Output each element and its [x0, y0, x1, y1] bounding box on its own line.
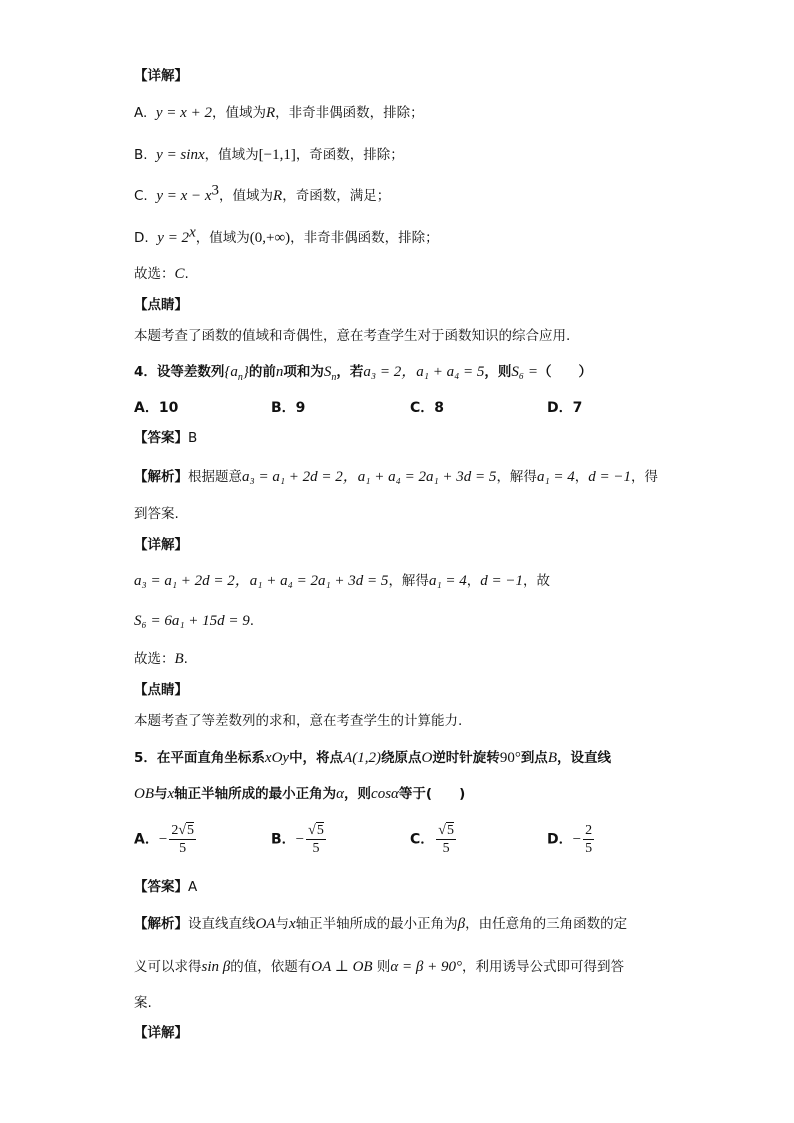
analysis-label: 【解析】	[134, 916, 188, 932]
text: ，值域为	[211, 105, 266, 121]
exponent: 3	[211, 182, 220, 199]
dianjing-heading-1: 【点睛】	[134, 297, 188, 313]
text: ，由任意角的三角函数的定	[465, 916, 628, 932]
q3-choose	[134, 264, 674, 284]
q5-question-line2	[134, 784, 674, 804]
detail-heading-2: 【详解】	[134, 537, 188, 553]
sub: n	[237, 372, 243, 383]
q5-option-d	[547, 822, 596, 857]
math: xOy	[264, 750, 290, 766]
range: R	[265, 105, 276, 121]
text: 故选：	[134, 651, 175, 667]
range: (0,+∞)	[249, 230, 291, 246]
q4-note: 本题考查了等差数列的求和，意在考查学生的计算能力.	[134, 713, 463, 729]
q4-question	[134, 362, 674, 382]
numerator: 2√5	[171, 823, 194, 838]
eq: d = −1	[480, 573, 524, 589]
radicand: 5	[316, 823, 324, 838]
q5-option-b	[271, 822, 328, 857]
answer-label: 【答案】	[134, 430, 188, 446]
denominator: 5	[312, 841, 320, 856]
text: ，奇函数，排除；	[295, 147, 404, 163]
text: ，值域为	[195, 230, 250, 246]
seq	[224, 364, 249, 383]
math: OA ⊥ OB	[311, 959, 373, 975]
text: }	[242, 364, 249, 380]
text: .	[249, 613, 255, 629]
q5-analysis-line1	[134, 914, 674, 934]
denominator: 5	[585, 841, 593, 856]
math: β	[457, 916, 466, 932]
fraction	[436, 822, 456, 857]
text: ，值域为	[219, 188, 274, 204]
numerator: √5	[308, 823, 324, 838]
text: ，故	[523, 573, 551, 589]
eq: a₁ = 4	[536, 469, 575, 485]
math: cosα	[371, 786, 399, 802]
text: ，若	[336, 364, 364, 380]
eq: a₃ = a₁ + 2d = 2，a₁ + a₄ = 2a₁ + 3d = 5	[242, 469, 497, 485]
text: 与	[275, 916, 289, 932]
label: D.	[134, 230, 149, 246]
dianjing-heading-2: 【点睛】	[134, 682, 188, 698]
q5-analysis-line3: 案.	[134, 995, 152, 1011]
eq: d = −1	[588, 469, 632, 485]
q3-note: 本题考查了函数的值域和奇偶性，意在考查学生对于函数知识的综合应用.	[134, 328, 571, 344]
q3-option-c-line	[134, 182, 674, 206]
q4-option-b: B．9	[271, 400, 306, 416]
q5-option-c	[410, 822, 458, 857]
text: .	[184, 266, 189, 282]
text: ，非奇非偶函数，排除；	[290, 230, 439, 246]
label: A.	[134, 105, 148, 121]
s6: S₆ =	[511, 364, 539, 380]
q5-answer	[134, 877, 674, 897]
text: ，则	[484, 364, 512, 380]
expr: y = 2	[157, 230, 190, 246]
denominator: 5	[179, 841, 187, 856]
text: ，解得	[388, 573, 429, 589]
denominator: 5	[442, 841, 450, 856]
math: OA	[255, 916, 276, 932]
text: ，非奇非偶函数，排除；	[275, 105, 424, 121]
text: 的值，依题有	[230, 959, 312, 975]
analysis-label: 【解析】	[134, 469, 188, 485]
q4-option-a: A．10	[134, 400, 179, 416]
text: ，	[574, 469, 589, 485]
math: x	[167, 786, 175, 802]
text: 故选：	[134, 266, 175, 282]
q4-choose	[134, 649, 674, 669]
detail-heading-3: 【详解】	[134, 1025, 188, 1041]
q5-option-a	[134, 822, 198, 857]
text: 则	[376, 959, 391, 975]
text: ，得	[631, 469, 659, 485]
text: （ ）	[538, 364, 593, 380]
n: n	[275, 364, 284, 380]
q3-option-a-line	[134, 103, 674, 123]
text: ，奇函数，满足；	[282, 188, 391, 204]
expr: y = sinx	[156, 147, 205, 163]
answer-value: B	[188, 430, 198, 446]
text: 轴正半轴所成的最小正角为	[174, 786, 337, 802]
sn	[323, 364, 337, 383]
text: ，值域为	[204, 147, 259, 163]
math: O	[421, 750, 433, 766]
q4-option-d: D．7	[547, 400, 583, 416]
text: 与	[154, 786, 168, 802]
label: C.	[134, 188, 148, 204]
text: 绕原点	[380, 750, 422, 766]
sign: −	[158, 831, 168, 848]
q3-option-d-line	[134, 224, 674, 248]
text: 的前	[248, 364, 276, 380]
fraction	[583, 822, 594, 857]
text: 根据题意	[188, 469, 242, 485]
q4-analysis	[134, 467, 674, 487]
text: ，则	[344, 786, 372, 802]
q4-detail-line2	[134, 611, 674, 631]
text: 4．设等差数列	[134, 364, 225, 380]
eq: a₃ = a₁ + 2d = 2，a₁ + a₄ = 2a₁ + 3d = 5	[134, 573, 389, 589]
text: S	[323, 364, 332, 380]
math: B	[547, 750, 557, 766]
numerator: √5	[438, 823, 454, 838]
q4-analysis-cont: 到答案.	[134, 506, 179, 522]
math: sin β	[201, 959, 231, 975]
detail-heading-1: 【详解】	[134, 68, 188, 84]
math: x	[289, 916, 296, 932]
math: OB	[134, 786, 154, 802]
text: 逆时针旋转	[432, 750, 500, 766]
text: 5．在平面直角坐标系	[134, 750, 265, 766]
radicand: 5	[187, 823, 194, 838]
q3-option-b-line	[134, 145, 674, 165]
value: C	[174, 266, 185, 282]
sign: −	[572, 831, 582, 848]
q5-analysis-line2	[134, 957, 674, 977]
exponent: x	[189, 224, 196, 241]
eq: a₁ = 4	[428, 573, 467, 589]
text: ，解得	[496, 469, 537, 485]
math: A(1,2)	[343, 750, 381, 766]
text: ，利用诱导公式即可得到答	[461, 959, 624, 975]
fraction	[306, 822, 326, 857]
radicand: 5	[446, 823, 454, 838]
label: B．	[271, 831, 296, 848]
text: .	[183, 651, 188, 667]
text: 项和为	[283, 364, 324, 380]
answer-label: 【答案】	[134, 879, 188, 895]
q5-question-line1	[134, 748, 674, 768]
q4-detail-line1	[134, 571, 674, 591]
text: ，	[466, 573, 481, 589]
eq: S₆ = 6a₁ + 15d = 9	[134, 613, 250, 629]
math: α = β + 90°	[390, 959, 462, 975]
range: R	[273, 188, 283, 204]
expr: y = x + 2	[155, 105, 212, 121]
answer-value: A	[188, 879, 198, 895]
label: B.	[134, 147, 148, 163]
range: [−1,1]	[258, 147, 296, 163]
condition: a₃ = 2，a₁ + a₄ = 5	[363, 364, 485, 380]
math: α	[336, 786, 345, 802]
q4-answer	[134, 428, 674, 448]
numerator: 2	[585, 823, 593, 838]
label: A．	[134, 831, 159, 848]
text: ，设直线	[556, 750, 611, 766]
expr: y = x − x	[156, 188, 212, 204]
text: 中，将点	[289, 750, 344, 766]
text: 轴正半轴所成的最小正角为	[295, 916, 458, 932]
text: 等于( )	[398, 786, 466, 802]
sub: n	[331, 372, 337, 383]
text: 义可以求得	[134, 959, 202, 975]
fraction	[169, 822, 196, 857]
sign: −	[295, 831, 305, 848]
text: 设直线直线	[188, 916, 256, 932]
label: C．	[410, 831, 435, 848]
text: {a	[224, 364, 238, 380]
coef: 2	[171, 823, 179, 838]
math: 90°	[499, 750, 521, 766]
label: D．	[547, 831, 573, 848]
q4-option-c: C．8	[410, 400, 445, 416]
text: 到点	[520, 750, 548, 766]
value: B	[174, 651, 184, 667]
